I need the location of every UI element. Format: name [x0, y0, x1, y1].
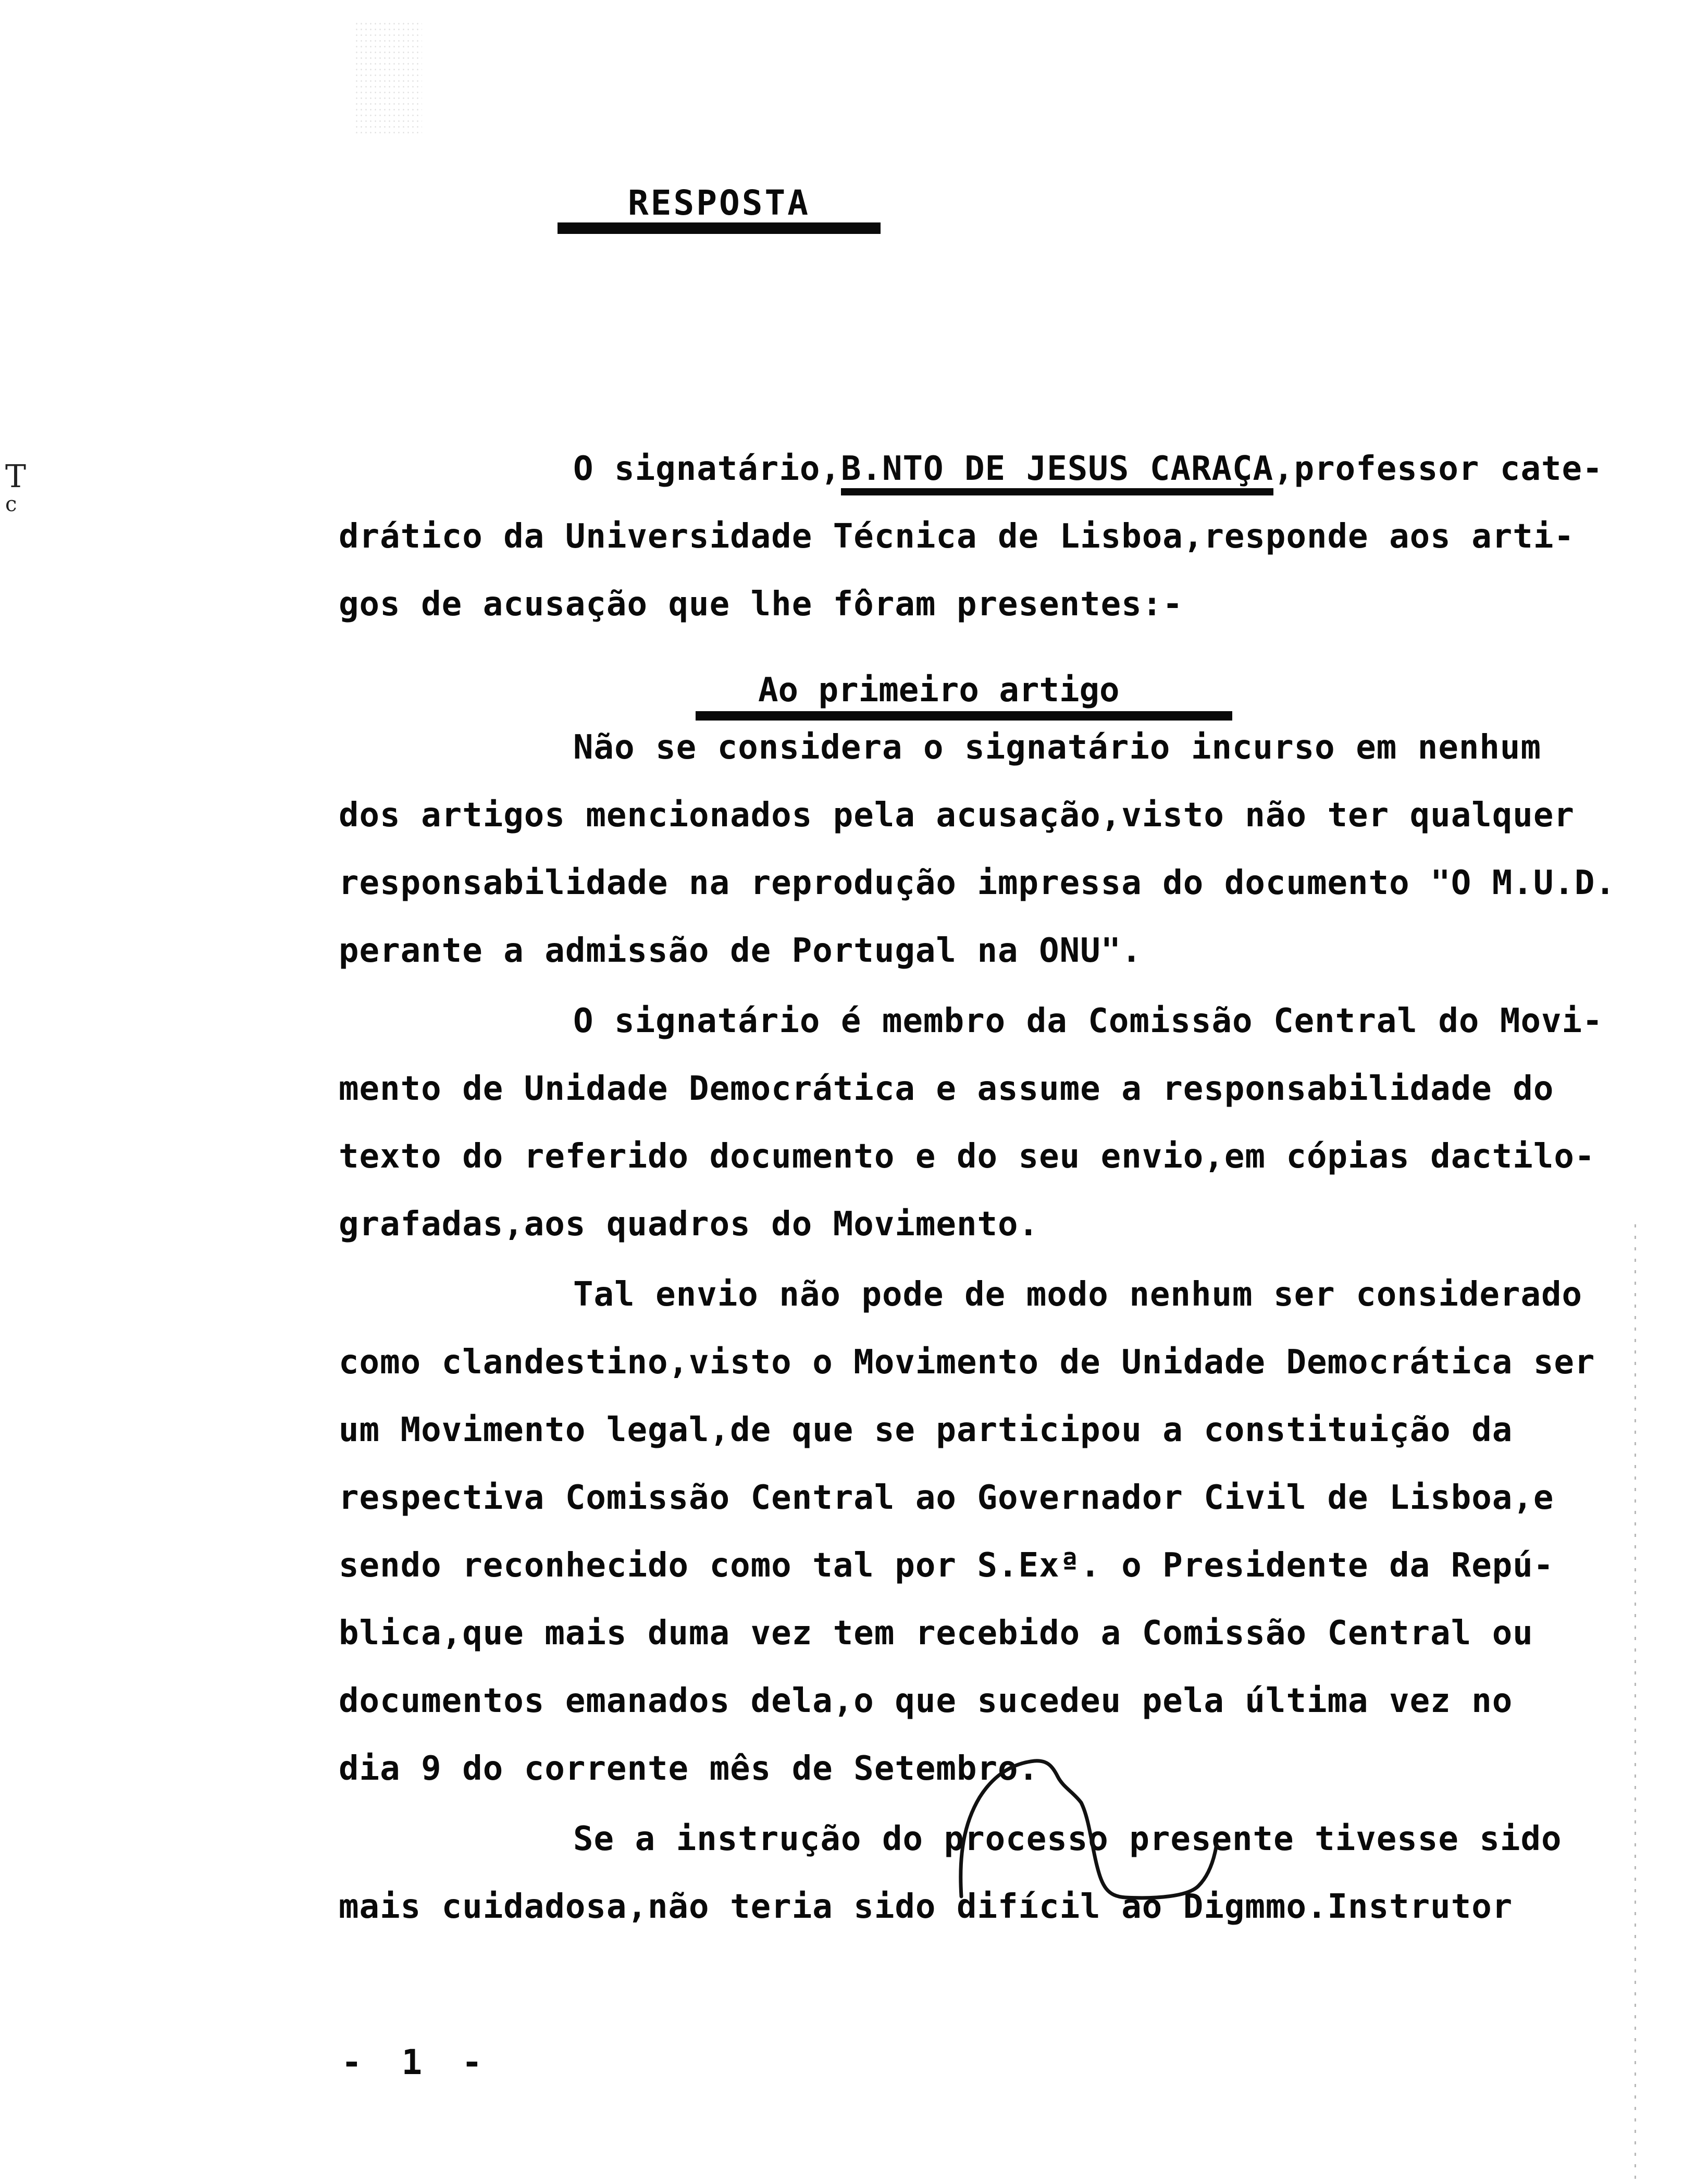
paragraph-3-line-3: texto do referido documento e do seu envio,em cópias dactilo- [339, 1137, 1595, 1176]
paragraph-3-line-4: grafadas,aos quadros do Movimento. [339, 1205, 1039, 1244]
signatory-prefix: O signatário, [573, 450, 841, 488]
page-number: - 1 - [341, 2042, 492, 2082]
circled-word: processo [944, 1820, 1109, 1858]
margin-mark-t: T [5, 458, 27, 495]
paragraph-1-line-3: gos de acusação que lhe fôram presentes:- [339, 585, 1183, 624]
paragraph-4-line-6: blica,que mais duma vez tem recebido a Comissão Central ou [339, 1614, 1533, 1653]
paragraph-5-line-2: mais cuidadosa,não teria sido difícil ao Digmmo.Instrutor [339, 1888, 1513, 1926]
paragraph-5-before: Se a instrução do [573, 1820, 944, 1858]
paragraph-5-after: presente tivesse sido [1108, 1820, 1562, 1858]
paragraph-4-line-4: respectiva Comissão Central ao Governador Civil de Lisboa,e [339, 1479, 1554, 1517]
paragraph-5-line-1 [573, 1818, 1562, 1860]
paragraph-2-line-3: responsabilidade na reprodução impressa do documento "O M.U.D. [339, 864, 1616, 902]
paragraph-4-line-3: um Movimento legal,de que se participou a constituição da [339, 1411, 1513, 1449]
signatory-suffix: ,professor cate- [1273, 450, 1603, 488]
document-title: RESPOSTA [558, 185, 881, 234]
paragraph-4-line-5: sendo reconhecido como tal por S.Exª. o Presidente da Repú- [339, 1546, 1554, 1585]
paragraph-2-line-2: dos artigos mencionados pela acusação,visto não ter qualquer [339, 796, 1575, 835]
paragraph-2-line-4: perante a admissão de Portugal na ONU". [339, 932, 1142, 970]
signatory-name: B.NTO DE JESUS CARAÇA [841, 450, 1273, 495]
paragraph-3-line-1: O signatário é membro da Comissão Central do Movi- [573, 1002, 1603, 1040]
paragraph-4-line-8: dia 9 do corrente mês de Setembro. [339, 1749, 1039, 1788]
paragraph-3-line-2: mento de Unidade Democrática e assume a responsabilidade do [339, 1070, 1554, 1108]
section-heading-first-article: Ao primeiro artigo [696, 669, 1232, 721]
paragraph-1-line-2: drático da Universidade Técnica de Lisboa,responde aos arti- [339, 517, 1575, 556]
faded-stamp-mark [354, 21, 422, 135]
paragraph-2-line-1: Não se considera o signatário incurso em nenhum [573, 728, 1541, 767]
scan-edge-artifact [1635, 1224, 1636, 2184]
paragraph-4-line-7: documentos emanados dela,o que sucedeu pela última vez no [339, 1682, 1513, 1720]
margin-mark-c: c [5, 492, 17, 516]
paragraph-1-line-1 [573, 448, 1603, 490]
paragraph-4-line-1: Tal envio não pode de modo nenhum ser considerado [573, 1275, 1583, 1314]
paragraph-4-line-2: como clandestino,visto o Movimento de Unidade Democrática ser [339, 1343, 1595, 1382]
